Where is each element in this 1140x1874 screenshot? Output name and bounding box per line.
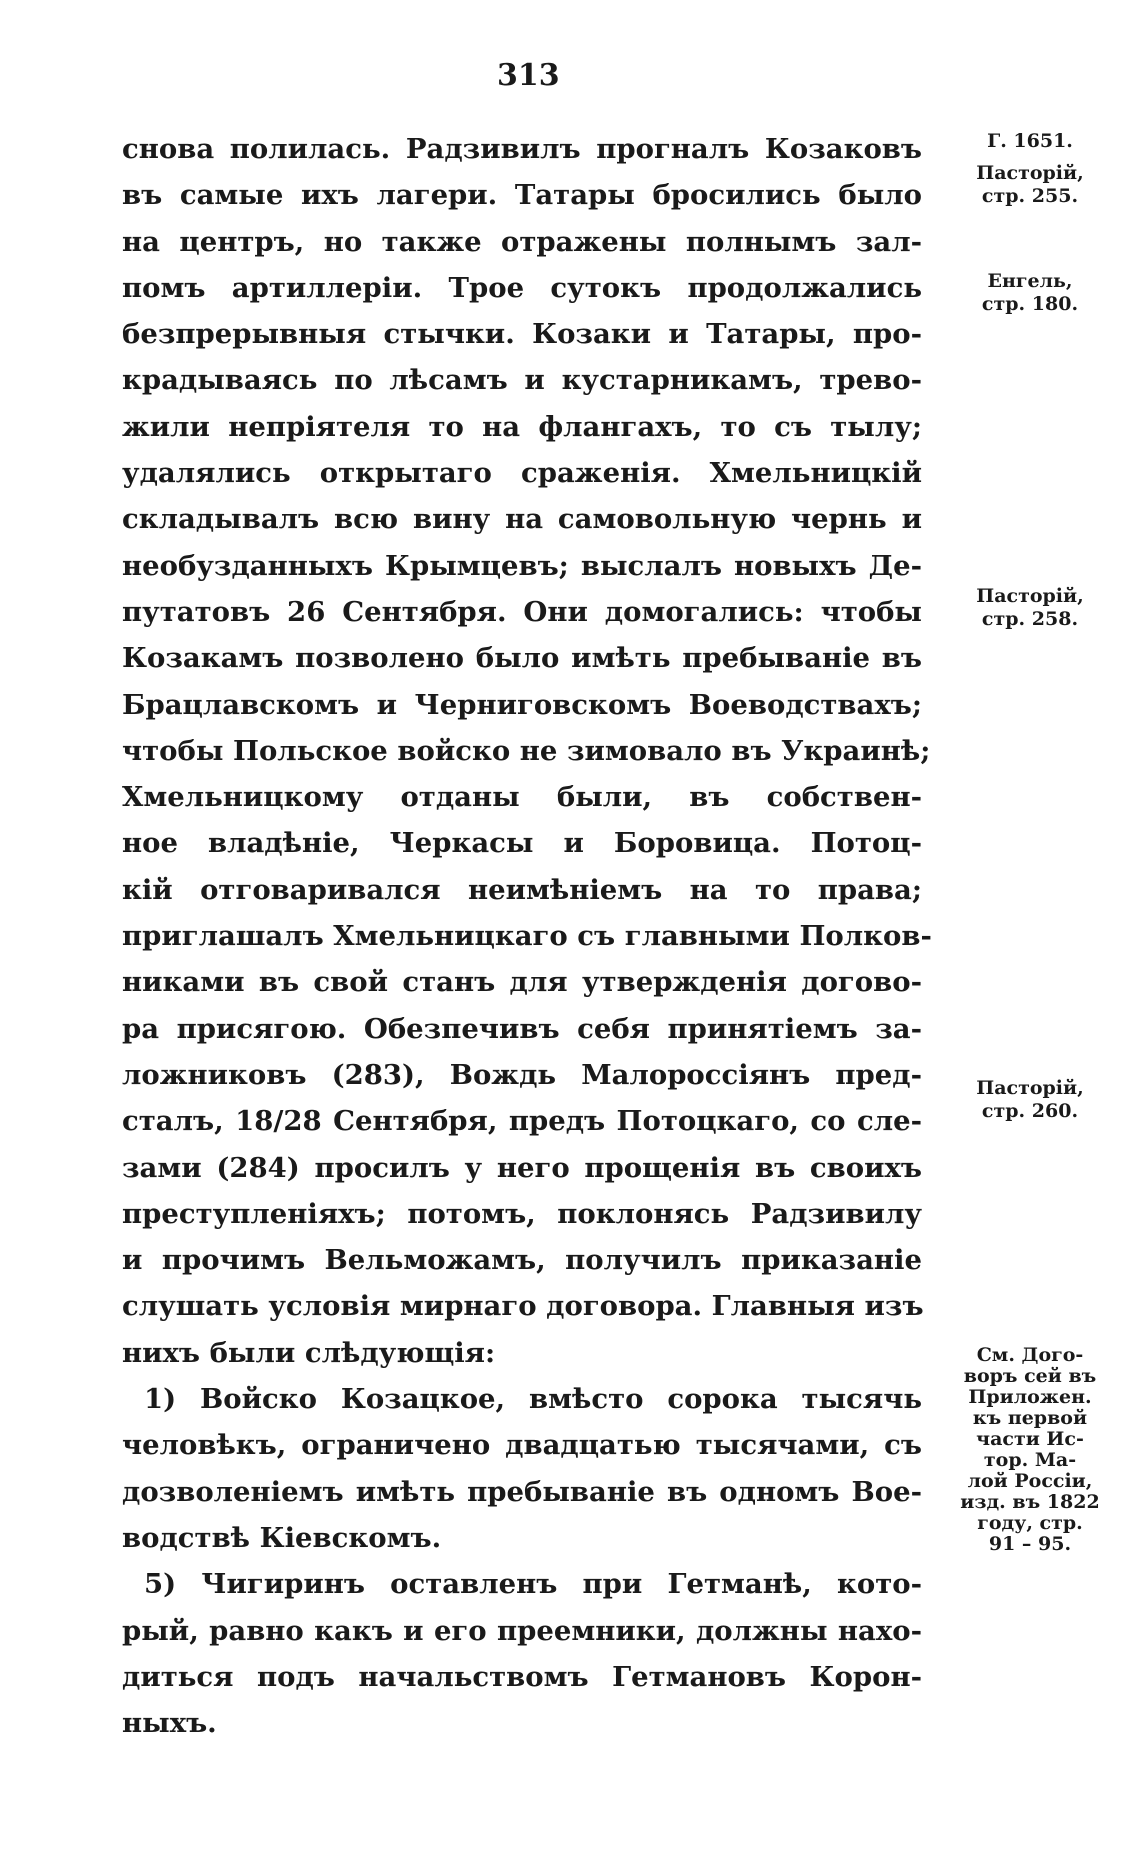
- text-line: складывалъ всю вину на самовольную чернь и: [122, 503, 922, 536]
- margin-note-line: Пасторій,: [976, 585, 1084, 607]
- text-line: Брацлавскомъ и Черниговскомъ Воеводствахъ;: [122, 688, 922, 721]
- text-line: жили непріятеля то на флангахъ, то съ тылу;: [122, 410, 922, 443]
- text-line: ложниковъ (283), Вождь Малороссіянъ пред-: [122, 1058, 922, 1091]
- margin-note-year: [935, 130, 1125, 153]
- margin-note-line: части Ис-: [976, 1428, 1084, 1450]
- text-line: нихъ были слѣдующія:: [122, 1336, 496, 1369]
- margin-note-line: году, стр.: [977, 1512, 1083, 1534]
- margin-note-line: Пасторій,: [976, 1077, 1084, 1099]
- page-number: 313: [497, 58, 560, 93]
- margin-note-engel-180: [935, 270, 1125, 316]
- text-line: дозволеніемъ имѣть пребываніе въ одномъ Вое-: [122, 1475, 922, 1508]
- margin-note-line: изд. въ 1822: [960, 1491, 1100, 1513]
- text-line: никами въ свой станъ для утвержденія догово-: [122, 966, 922, 999]
- margin-note-line: лой Россіи,: [967, 1470, 1093, 1492]
- text-line: безпрерывныя стычки. Козаки и Татары, про-: [122, 318, 922, 351]
- margin-note-line: стр. 258.: [981, 608, 1079, 630]
- text-line: крадываясь по лѣсамъ и кустарникамъ, трево-: [122, 364, 922, 397]
- margin-note-pastorius-258: [935, 585, 1125, 631]
- margin-note-line: 91 – 95.: [988, 1533, 1072, 1555]
- text-line: удалялись открытаго сраженія. Хмельницкій: [122, 457, 922, 490]
- text-line: диться подъ начальствомъ Гетмановъ Корон-: [122, 1660, 922, 1693]
- text-line: кій отговаривался неимѣніемъ на то права;: [122, 873, 922, 906]
- main-text: [122, 126, 932, 1746]
- margin-note-line: Пасторій,: [976, 162, 1084, 184]
- text-line: ра присягою. Обезпечивъ себя принятіемъ за-: [122, 1012, 922, 1045]
- text-line: путатовъ 26 Сентября. Они домогались: чтобы: [122, 595, 922, 628]
- text-line: приглашалъ Хмельницкаго съ главными Полков-: [122, 920, 932, 953]
- text-line: снова полилась. Радзивилъ прогналъ Козаковъ: [122, 133, 922, 165]
- text-line: 5) Чигиринъ оставленъ при Гетманѣ, кото-: [144, 1568, 922, 1601]
- text-line: сталъ, 18/28 Сентября, предъ Потоцкаго, со сле-: [122, 1105, 922, 1138]
- margin-note-line: Приложен.: [968, 1386, 1092, 1408]
- text-line: человѣкъ, ограничено двадцатью тысячами, съ: [122, 1429, 922, 1462]
- text-line: въ самые ихъ лагери. Татары бросились было: [122, 179, 922, 212]
- text-line: Козакамъ позволено было имѣть пребываніе въ: [122, 642, 922, 675]
- text-line: 1) Войско Козацкое, вмѣсто сорока тысячь: [144, 1383, 922, 1416]
- text-line: Хмельницкому отданы были, въ собствен-: [122, 781, 922, 814]
- margin-note-line: къ первой: [972, 1407, 1088, 1429]
- text-line: водствѣ Кіевскомъ.: [122, 1521, 442, 1554]
- margin-note-line: Енгель,: [987, 270, 1073, 292]
- margin-note-line: воръ сей въ: [963, 1365, 1097, 1387]
- margin-note-line: стр. 255.: [981, 185, 1079, 207]
- text-line: необузданныхъ Крымцевъ; выслалъ новыхъ Де-: [122, 549, 922, 582]
- margin-note-pastorius-255: [935, 162, 1125, 208]
- margin-note-line: См. Дого-: [976, 1344, 1084, 1366]
- margin-note-pastorius-260: [935, 1077, 1125, 1123]
- text-line: на центръ, но также отражены полнымъ зал-: [122, 225, 922, 258]
- text-line: преступленіяхъ; потомъ, поклонясь Радзивилу: [122, 1197, 922, 1230]
- margin-note-line: тор. Ма-: [983, 1449, 1077, 1471]
- margin-note-line: стр. 180.: [981, 293, 1079, 315]
- margin-note-line: Г. 1651.: [987, 130, 1073, 152]
- text-line: рый, равно какъ и его преемники, должны нахо-: [122, 1614, 922, 1647]
- text-line: ное владѣніе, Черкасы и Боровица. Потоц-: [122, 827, 922, 860]
- text-line: ныхъ.: [122, 1707, 217, 1740]
- margin-note-line: стр. 260.: [981, 1100, 1079, 1122]
- text-line: и прочимъ Вельможамъ, получилъ приказаніе: [122, 1244, 922, 1277]
- text-line: чтобы Польское войско не зимовало въ Украинѣ;: [122, 734, 931, 767]
- text-line: помъ артиллеріи. Трое сутокъ продолжались: [122, 271, 922, 304]
- text-line: зами (284) просилъ у него прощенія въ своихъ: [122, 1151, 922, 1184]
- text-line: слушать условія мирнаго договора. Главныя изъ: [122, 1290, 924, 1323]
- margin-note-treaty-reference: [935, 1345, 1125, 1555]
